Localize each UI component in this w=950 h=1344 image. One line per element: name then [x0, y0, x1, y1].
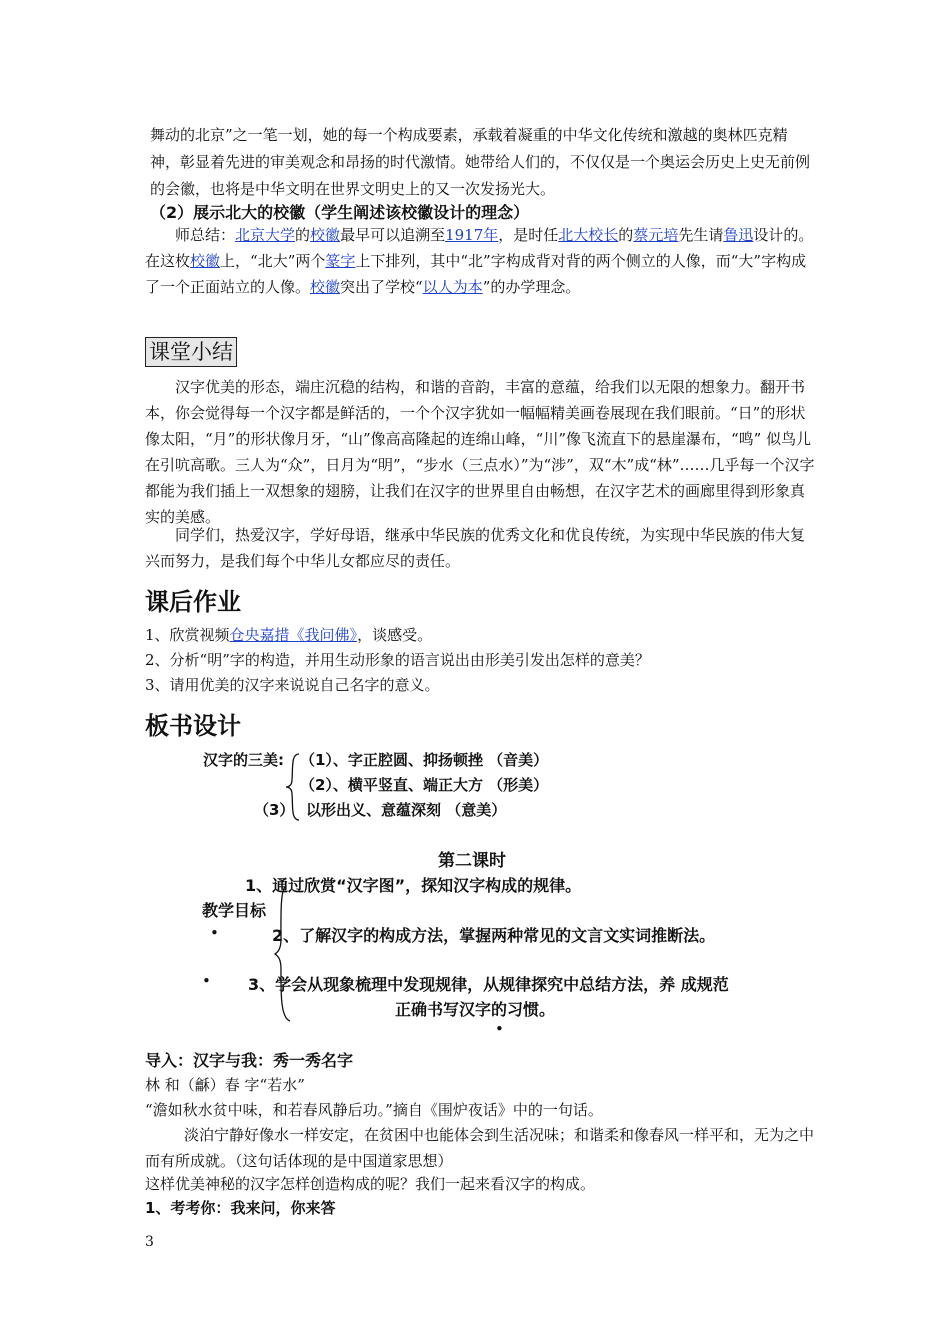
bullet-icon: • [210, 924, 219, 942]
text-run: 设计的。在这枚 [145, 226, 814, 270]
summary-paragraph-2: 同学们，热爱汉字，学好母语，继承中华民族的优秀文化和优良传统，为实现中华民族的伟大复兴而努力，是我们每个中华儿女都应尽的责任。 [145, 526, 806, 570]
goal-3a: 3、学会从现象梳理中发现规律，从规律探究中总结方法，养 成规范 [248, 975, 729, 994]
goals-label: 教学目标 [202, 901, 267, 920]
text-run: ，谈感受。 [357, 626, 433, 644]
text-run: 的 [618, 226, 634, 244]
link-peking-university[interactable]: 北京大学 [235, 226, 296, 244]
homework-item-3: 3、请用优美的汉字来说说自己名字的意义。 [145, 676, 440, 694]
text-run: 上，“北大”两个 [220, 252, 326, 270]
link-1917[interactable]: 1917年 [445, 226, 499, 244]
board-line-3-number: （3） [254, 801, 295, 819]
text-run: ”的办学理念。 [482, 278, 581, 296]
link-video[interactable]: 仓央嘉措《我问佛》 [229, 626, 358, 644]
link-emblem[interactable]: 校徽 [310, 226, 341, 244]
text-run: 师总结： [175, 226, 236, 244]
board-label: 汉字的三美: [203, 751, 284, 769]
intro2-heading: 导入：汉字与我：秀一秀名字 [145, 1051, 354, 1070]
text-run: 最早可以追溯至 [340, 226, 446, 244]
summary-title: 课堂小结 [145, 337, 237, 367]
transition-line: 这样优美神秘的汉字怎样创造构成的呢？我们一起来看汉字的构成。 [145, 1175, 596, 1193]
text-run: ，是时任 [498, 226, 559, 244]
link-emblem-2[interactable]: 校徽 [190, 252, 221, 270]
name-line: 林 和（龢）春 字“若水” [145, 1076, 305, 1094]
intro-paragraph: 舞动的北京”之一笔一划，她的每一个构成要素，承载着凝重的中华文化传统和激越的奥林匹克精神，彰显着先进的审美观念和昂扬的时代激情。她带给人们的，不仅仅是一个奥运会历史上史无前例的会徽，也将是中华文明在世界文明史上的又一次发扬光大。 [150, 126, 811, 198]
board-line-2: （2）、横平竖直、端正大方 （形美） [300, 776, 549, 794]
text-run: 的 [295, 226, 311, 244]
section2-heading: （2）展示北大的校徽（学生阐述该校徽设计的理念） [150, 203, 530, 222]
link-cai-yuanpei[interactable]: 蔡元培 [633, 226, 679, 244]
text-run: 上下排列，其中“北”字构成背对背的两个侧立的人像，而“大”字构成了一个正面站立的人像。 [145, 252, 807, 296]
bullet-icon: • [202, 972, 211, 990]
page-number: 3 [145, 1234, 154, 1250]
link-people-oriented[interactable]: 以人为本 [422, 278, 483, 296]
board-title: 板书设计 [145, 712, 241, 740]
link-lu-xun[interactable]: 鲁迅 [723, 226, 754, 244]
text-run: 突出了学校“ [340, 278, 423, 296]
bullet-icon: • [495, 1020, 504, 1038]
goals-brace-icon [272, 884, 294, 1024]
goal-1: 1、通过欣赏“汉字图”，探知汉字构成的规律。 [245, 876, 582, 895]
goal-3b: 正确书写汉字的习惯。 [395, 1000, 556, 1019]
lesson2-title: 第二课时 [438, 851, 506, 871]
link-emblem-3[interactable]: 校徽 [310, 278, 341, 296]
text-run: 1、欣赏视频 [145, 626, 230, 644]
board-line-1: （1）、字正腔圆、抑扬顿挫 （音美） [300, 751, 549, 769]
explain-paragraph: 淡泊宁静好像水一样安定，在贫困中也能体会到生活况味；和谐柔和像春风一样平和，无为之中而有所成就。（这句话体现的是中国道家思想） [145, 1126, 815, 1170]
text-run: 先生请 [678, 226, 724, 244]
summary-paragraph-1: 汉字优美的形态，端庄沉稳的结构，和谐的音韵，丰富的意蕴，给我们以无限的想象力。翻开书本，你会觉得每一个汉字都是鲜活的，一个个汉字犹如一幅幅精美画卷展现在我们眼前。“日”的形状像太阳，“月”的形状像月牙，“山”像高高隆起的连绵山峰，“川”像飞流直下的悬崖瀑布，“鸣” 似鸟儿在引吭高歌。三人为“众”，日月为“明”，“步水（三点水）”为“涉”，双“木”成“林”……几乎每一个汉字都能为我们插上一双想象的翅膀，让我们在汉字的世界里自由畅想，在汉字艺术的画廊里得到形象真实的美感。 [145, 378, 815, 526]
goal-2: 2、了解汉字的构成方法，掌握两种常见的文言文实词推断法。 [272, 926, 716, 945]
board-brace-icon [284, 752, 304, 822]
link-pku-president[interactable]: 北大校长 [558, 226, 619, 244]
homework-item-2: 2、分析“明”字的构造，并用生动形象的语言说出由形美引发出怎样的意美？ [145, 651, 650, 669]
emblem-summary-paragraph [145, 222, 815, 300]
homework-item-1 [145, 622, 815, 648]
quote-line: “澹如秋水贫中味，和若春风静后功。”摘自《围炉夜话》中的一句话。 [145, 1101, 603, 1119]
board-line-3: 以形出义、意蕴深刻 （意美） [306, 801, 507, 819]
link-seal-script[interactable]: 篆字 [325, 252, 356, 270]
homework-title: 课后作业 [145, 588, 241, 616]
sub-heading: 1、考考你：我来问，你来答 [145, 1199, 336, 1217]
